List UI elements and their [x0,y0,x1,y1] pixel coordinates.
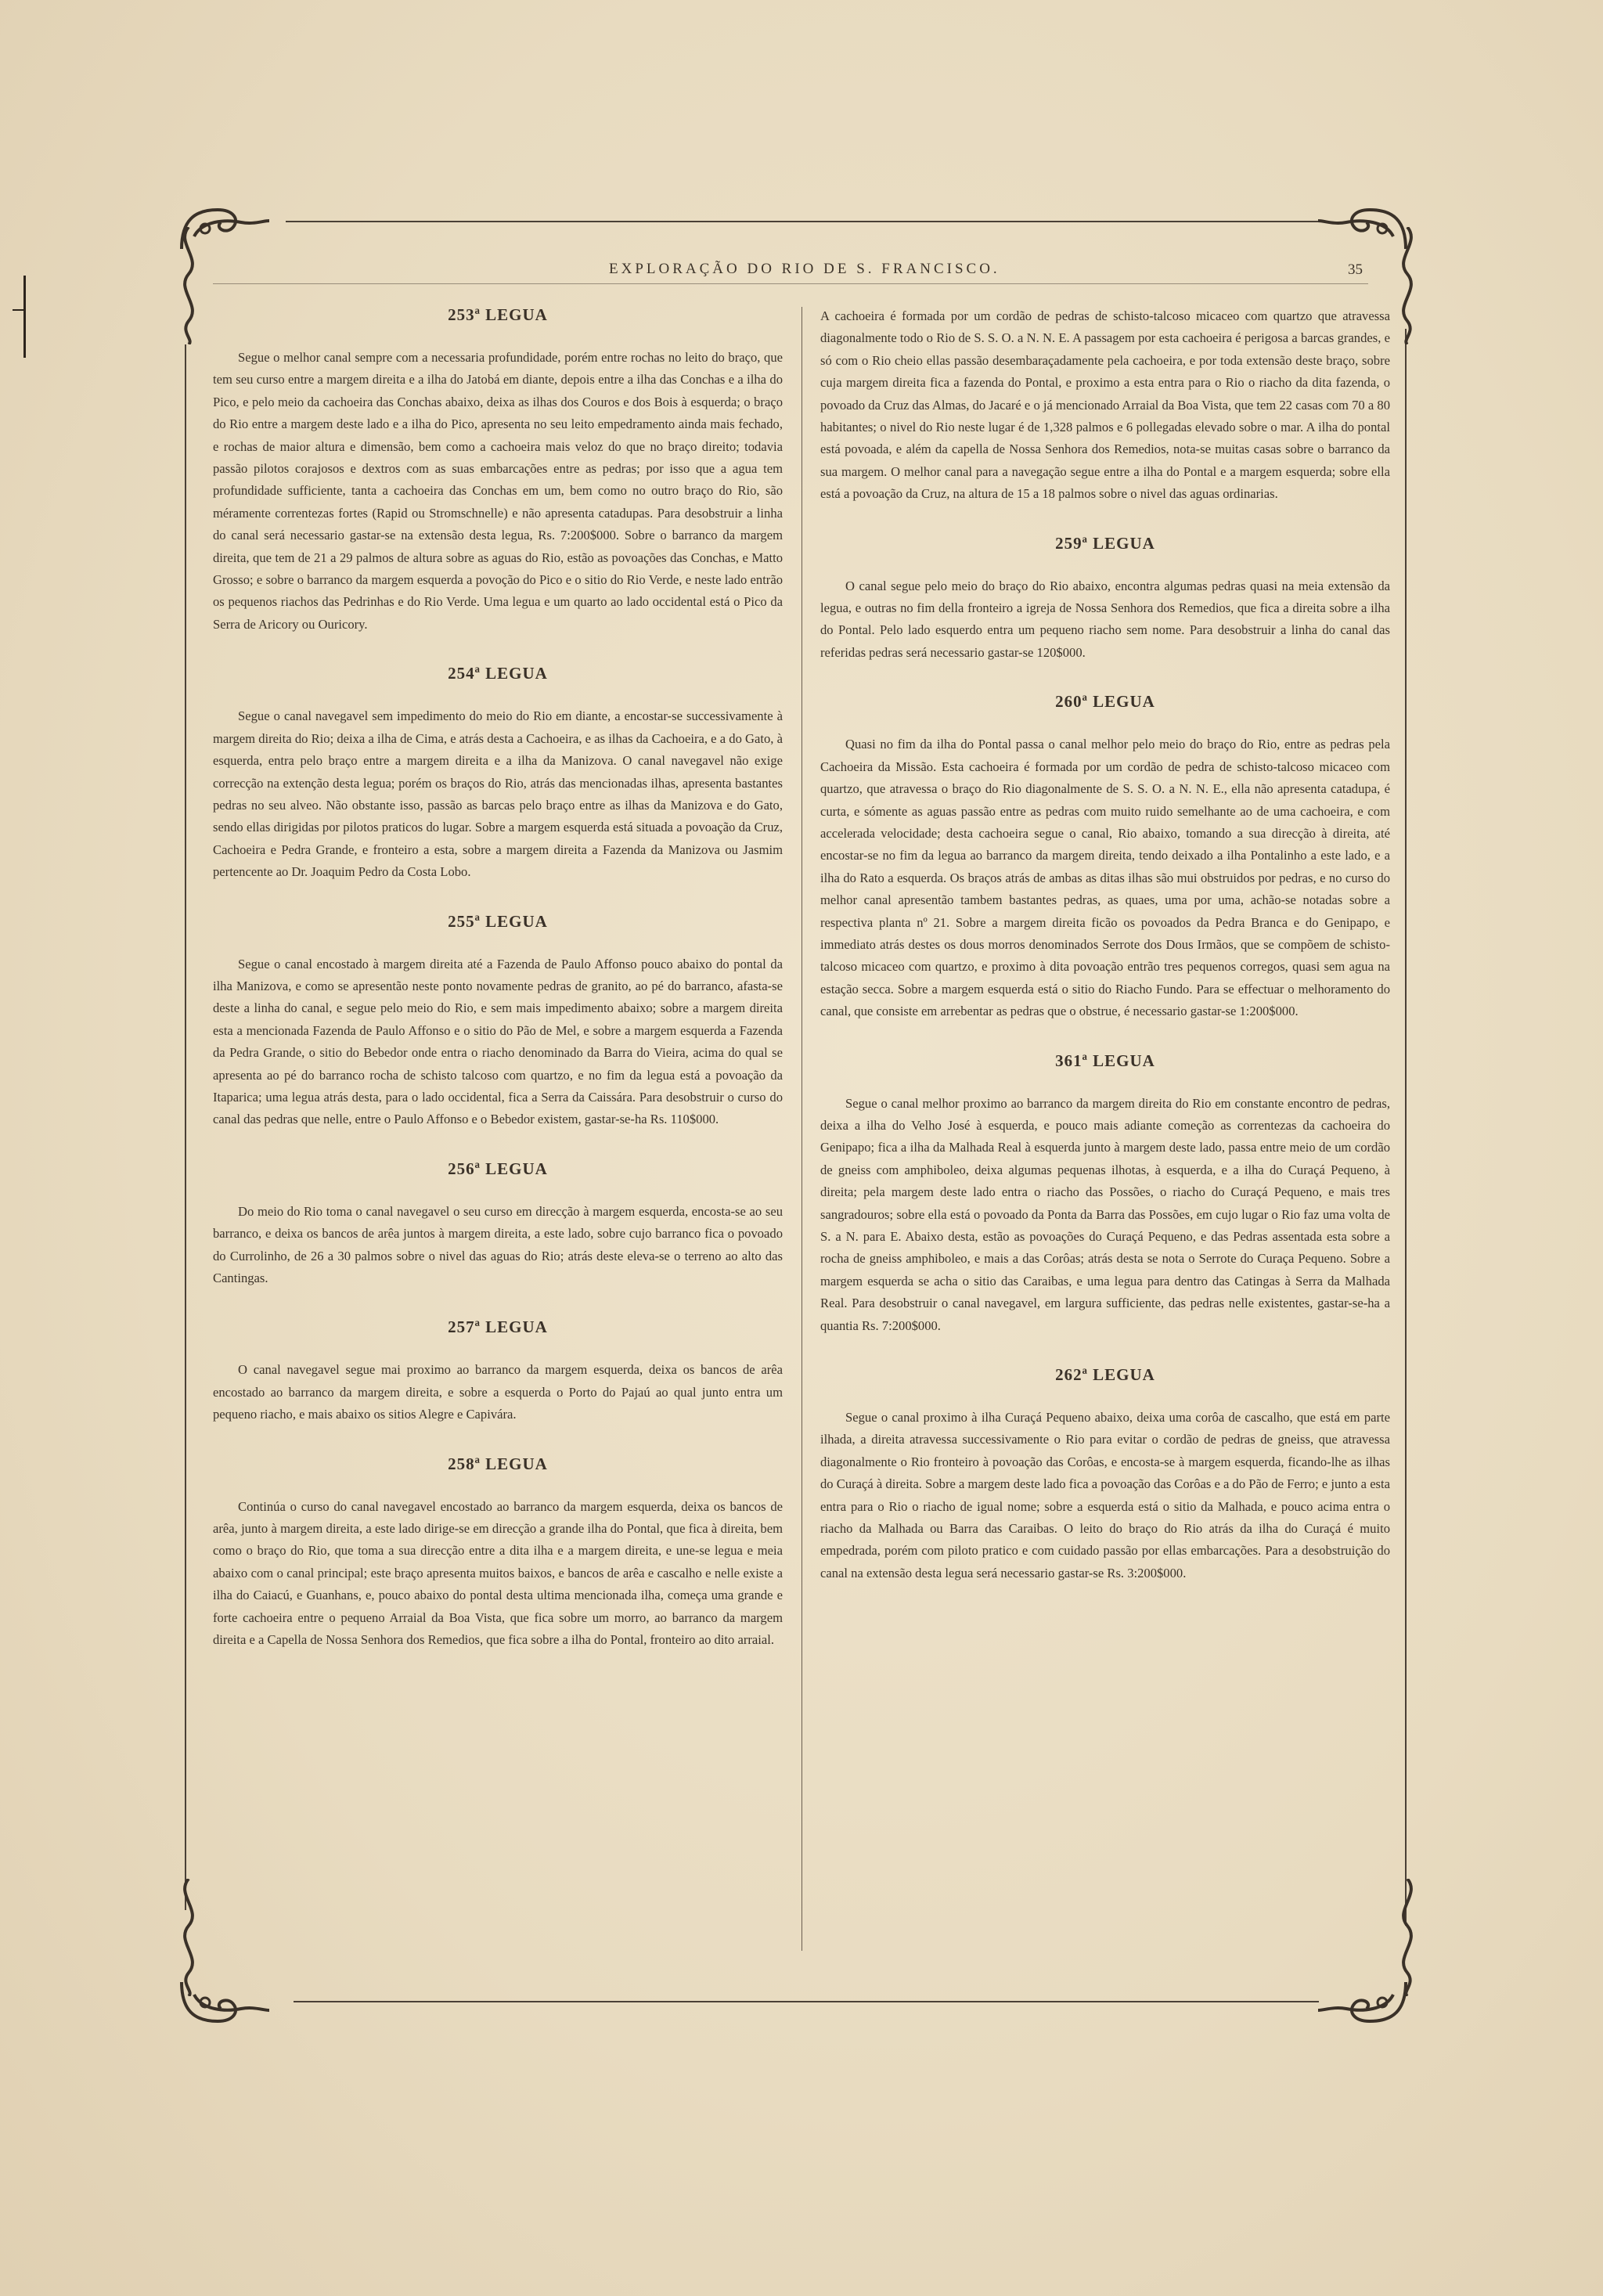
section-paragraph: A cachoeira é formada por um cordão de pedras de schisto-talcoso micaceo com quartzo que atravessa diagonalmente todo o Rio de S. S. O. a N. N. E. A passagem por esta cachoeira é perigosa a barcas grandes, e só com o Rio cheio ellas passão desembaraçadamente pela cachoeira, e por toda extensão deste braço, sobre cuja margem direita fica a fazenda do Pontal, e proximo a esta entra para o Rio o riacho da dita fazenda, o povoado da Cruz das Almas, do Jacaré e o já mencionado Arraial da Boa Vista, que tem 22 casas com 70 a 80 habitantes; o nivel do Rio neste lugar é de 1,328 palmos e 6 pollegadas elevado sobre o mar. A ilha do pontal está povoada, e além da capella de Nossa Senhora dos Remedios, nota-se muitas casas sobre o barranco da sua margem. O melhor canal para a navegação segue entre a ilha do Pontal e a margem esquerda; sobre ella está a povoação da Cruz, na altura de 15 a 18 palmos sobre o nivel das aguas ordinarias. [820,308,1390,502]
section-heading: 259ª LEGUA [1055,533,1155,553]
right-column [820,305,1390,1613]
binding-mark-small [13,309,25,311]
section-heading: 361ª LEGUA [1055,1051,1155,1070]
section-heading: 255ª LEGUA [448,911,548,931]
page-number: 35 [1348,261,1363,278]
top-border-rule [286,221,1319,222]
left-vertical-ornament-top [171,227,207,344]
section-paragraph: Segue o canal melhor proximo ao barranco da margem direita do Rio em constante encontro de pedras, deixa a ilha do Velho José à esquerda, e pouco mais adiante começão as correntezas da cachoeira do Genipapo; fica a ilha da Malhada Real à esquerda junto à margem deste lado, passa entre meio de um cordão de gneiss com amphiboleo, deixa algumas pequenas ilhotas, à esquerda, e a ilha do Curaçá Pequeno, à direita; pela margem deste lado entra o riacho das Possões, o riacho do Curaçá Pequeno, e mais tres sangradouros; sobre ella está o povoado da Ponta da Barra das Possões, em cujo lugar o Rio faz uma volta de S. a N. para E. Abaixo desta, estão as povoações do Curaçá Pequeno, e das Pedras assentada esta sobre a rocha de gneiss amphiboleo, e mais a das Corôas; atrás desta se nota o Serrote do Curaça Pequeno. Sobre a margem esquerda se acha o sitio das Caraibas, e uma legua para dentro das Catingas à Serra da Malhada Real. Para desobstruir o canal navegavel, em largura sufficiente, das pedras nelle existentes, gastar-se-ha a quantia Rs. 7:200$000. [820,1095,1390,1333]
section-heading: 254ª LEGUA [448,664,548,683]
section-heading: 253ª LEGUA [448,305,548,324]
section-255 [213,912,783,1131]
section-258 [213,1454,783,1652]
binding-mark [23,276,26,358]
section-253 [213,305,783,636]
running-head-rule [213,283,1368,284]
section-heading: 260ª LEGUA [1055,692,1155,712]
section-heading: 256ª LEGUA [448,1159,548,1178]
section-heading: 258ª LEGUA [448,1454,548,1473]
left-border-rule [185,344,186,1910]
section-paragraph: Segue o canal navegavel sem impedimento do meio do Rio em diante, a encostar-se successivamente à margem direita do Rio; deixa a ilha de Cima, e atrás desta a Cachoeira, e as ilhas da Cachoeira, e a do Gato, à esquerda, entra pelo braço entre a margem direita e a ilha da Manizova. O canal navegavel não exige correcção na extenção desta legua; porém os braços do Rio, atrás das mencionadas ilhas, apresenta bastantes pedras no seu alveo. Não obstante isso, passão as barcas pelo braço entre as ilhas da Manizova e do Gato, sendo ellas dirigidas por pilotos praticos do lugar. Sobre a margem esquerda está situada a povoação da Cruz, Cachoeira e Pedra Grande, e fronteiro a esta, sobre a margem direita a Fazenda da Manizova ou Jasmim pertencente ao Dr. Joaquim Pedro da Costa Lobo. [213,708,783,880]
right-vertical-ornament-bottom [1389,1879,1425,1996]
section-361 [820,1051,1390,1337]
section-paragraph: Segue o canal proximo à ilha Curaçá Pequeno abaixo, deixa uma corôa de cascalho, que está em parte ilhada, a direita atravessa successivamente o Rio para evitar o cordão de pedras de gneiss, que atravessa diagonalmente o Rio fronteiro à povoação das Corôas, e encosta-se à margem esquerda, ficando-lhe as ilhas do Curaçá à direita. Sobre a margem deste lado fica a povoação das Corôas e a do Pão de Ferro; e junto a esta entra para o Rio o riacho de igual nome; sobre a esquerda está o sitio da Malhada, e pouco acima entra o riacho da Malhada ou Barra das Caraibas. O leito do braço do Rio atrás da ilha do Curaçá é muito empedrada, porém com piloto pratico e com cuidado passão por ellas embarcações. Para a desobstruição do canal na extensão desta legua será necessario gastar-se Rs. 3:200$000. [820,1410,1390,1581]
bottom-border-rule [294,2001,1319,2002]
section-paragraph: Segue o canal encostado à margem direita até a Fazenda de Paulo Affonso pouco abaixo do pontal da ilha Manizova, e como se apresentão neste ponto novamente pedras de granito, ao pé do barranco, afasta-se deste a linha do canal, e segue pelo meio do Rio, e sem mais impedimento abaixo; sobre a margem direita esta a mencionada Fazenda de Paulo Affonso e o sitio do Pão de Mel, e sobre a margem esquerda a Fazenda da Pedra Grande, o sitio do Bebedor onde entra o riacho denominado da Barra do Vieira, acima do qual se apresenta ao pé do barranco rocha de schisto talcoso com quartzo, e no fim da legua está a povoação da Itaparica; uma legua atrás desta, para o lado occidental, fica a Serra da Caissára. Para desobstruir o curso do canal das pedras que nelle, entre o Paulo Affonso e o Bebedor existem, gastar-se-ha Rs. 110$000. [213,956,783,1127]
section-heading: 262ª LEGUA [1055,1365,1155,1385]
section-paragraph: Segue o melhor canal sempre com a necessaria profundidade, porém entre rochas no leito do braço, que tem seu curso entre a margem direita e a ilha do Jatobá em diante, depois entre a ilha das Conchas e a ilha do Pico, e pelo meio da cachoeira das Conchas abaixo, deixa as ilhas dos Couros e dos Bois à esquerda; o braço do Rio entre a margem deste lado e a ilha do Pico, apresenta no seu leito empedramento ainda mais fechado, e rochas de maior altura e dimensão, bem como a cachoeira mais veloz do que no braço direito; todavia passão pilotos corajosos e dextros com as suas embarcações entre as pedras; por isso que a agua tem profundidade sufficiente, tanta a cachoeira das Conchas em um, bem como no outro braço do Rio, são méramente correntezas fortes (Rapid ou Stromschnelle) e não apresenta catadupas. Para desobstruir a linha do canal será necessario gastar-se na extensão desta legua, Rs. 7:200$000. Sobre o barranco da margem direita, que tem de 21 a 29 palmos de altura sobre as aguas do Rio, estão as povoações das Conchas, e Matto Grosso; e sobre o barranco da margem esquerda a povoção do Pico e o sitio do Rio Verde, e neste lado entrão os pequenos riachos das Pedrinhas e do Rio Verde. Uma legua e um quarto ao lado occidental está o Pico da Serra de Aricory ou Ouricory. [213,350,783,632]
section-256 [213,1159,783,1290]
section-heading: 257ª LEGUA [448,1317,548,1337]
right-vertical-ornament-top [1389,227,1425,344]
section-260 [820,692,1390,1022]
section-257 [213,1317,783,1426]
section-262 [820,1365,1390,1584]
running-head: EXPLORAÇÃO DO RIO DE S. FRANCISCO. [609,261,1000,277]
section-paragraph: Continúa o curso do canal navegavel encostado ao barranco da margem esquerda, deixa os bancos de arêa, junto à margem direita, a este lado dirige-se em direcção a grande ilha do Pontal, que fica à direita, bem como o braço do Rio, que toma a sua direcção entre a dita ilha e a margem direita, e une-se legua e meia abaixo com o canal principal; este braço apresenta muitos baixos, e bancos de arêa e cascalho e nelle existe a ilha do Caiacú, e Guanhans, e, pouco abaixo do pontal desta ultima mencionada ilha, começa uma grande e forte cachoeira entre o pequeno Arraial da Boa Vista, que fica sobre um morro, ao barranco da margem direita e a Capella de Nossa Senhora dos Remedios, que fica sobre a ilha do Pontal, fronteiro ao dito arraial. [213,1498,783,1648]
left-vertical-ornament-bottom [171,1879,207,1996]
section-258-continued [820,305,1390,506]
section-paragraph: Quasi no fim da ilha do Pontal passa o canal melhor pelo meio do braço do Rio, entre as pedras pela Cachoeira da Missão. Esta cachoeira é formada por um cordão de pedra de schisto-talcoso micaceo com quartzo, que atravessa o braço do Rio diagonalmente de S. S. O. a N. N. E., ella não apresenta catadupa, é curta, e sómente as aguas passão entre as pedras com muito ruido semelhante ao de uma cachoeira, e com accelerada velocidade; desta cachoeira segue o canal, Rio abaixo, tomando a sua direcção à direita, até encostar-se no fim da legua ao barranco da margem direita, tendo deixado a ilha Pontalinho a este lado, e a ilha do Rato a esquerda. Os braços atrás de ambas as ditas ilhas são mui obstruidos por pedras, e no curso do melhor canal apresentão tambem bastantes pedras, as quaes, uma por uma, achão-se notadas sobre a respectiva planta nº 21. Sobre a margem direita ficão os povoados da Pedra Branca e do Genipapo, e immediato atrás destes os dous morros denominados Serrote dos Dous Irmãos, que se compõem de schisto-talcoso micaceo com quartzo, e proximo à dita povoação entrão tres pequenos corregos, quasi sem agua na estação secca. Sobre a margem esquerda está o sitio do Riacho Fundo. Para se effectuar o melhoramento do canal, que consiste em arrebentar as pedras que o obstrue, é necessario gastar-se 1:200$000. [820,737,1390,1019]
right-border-rule [1405,329,1407,1926]
section-paragraph: O canal segue pelo meio do braço do Rio abaixo, encontra algumas pedras quasi na meia extensão da legua, e outras no fim della fronteiro a igreja de Nossa Senhora dos Remedios, que fica a direita sobre a ilha do Pontal. Pelo lado esquerdo entra um pequeno riacho sem nome. Para desobstruir a linha do canal das referidas pedras será necessario gastar-se 120$000. [820,578,1390,660]
section-paragraph: Do meio do Rio toma o canal navegavel o seu curso em direcção à margem esquerda, encosta-se ao seu barranco, e deixa os bancos de arêa juntos à margem direita, a este lado, sobre cujo barranco fica o povoado do Currolinho, de 26 a 30 palmos sobre o nivel das aguas do Rio; atrás deste eleva-se o terreno ao alto das Cantingas. [213,1203,783,1285]
left-column [213,305,783,1679]
section-254 [213,664,783,883]
section-paragraph: O canal navegavel segue mai proximo ao barranco da margem esquerda, deixa os bancos de arêa encostado ao barranco da margem direita, e sobre a esquerda o Porto do Pajaú ao qual junto entra um pequeno riacho, e mais abaixo os sitios Alegre e Capivára. [213,1362,783,1422]
section-259 [820,534,1390,665]
